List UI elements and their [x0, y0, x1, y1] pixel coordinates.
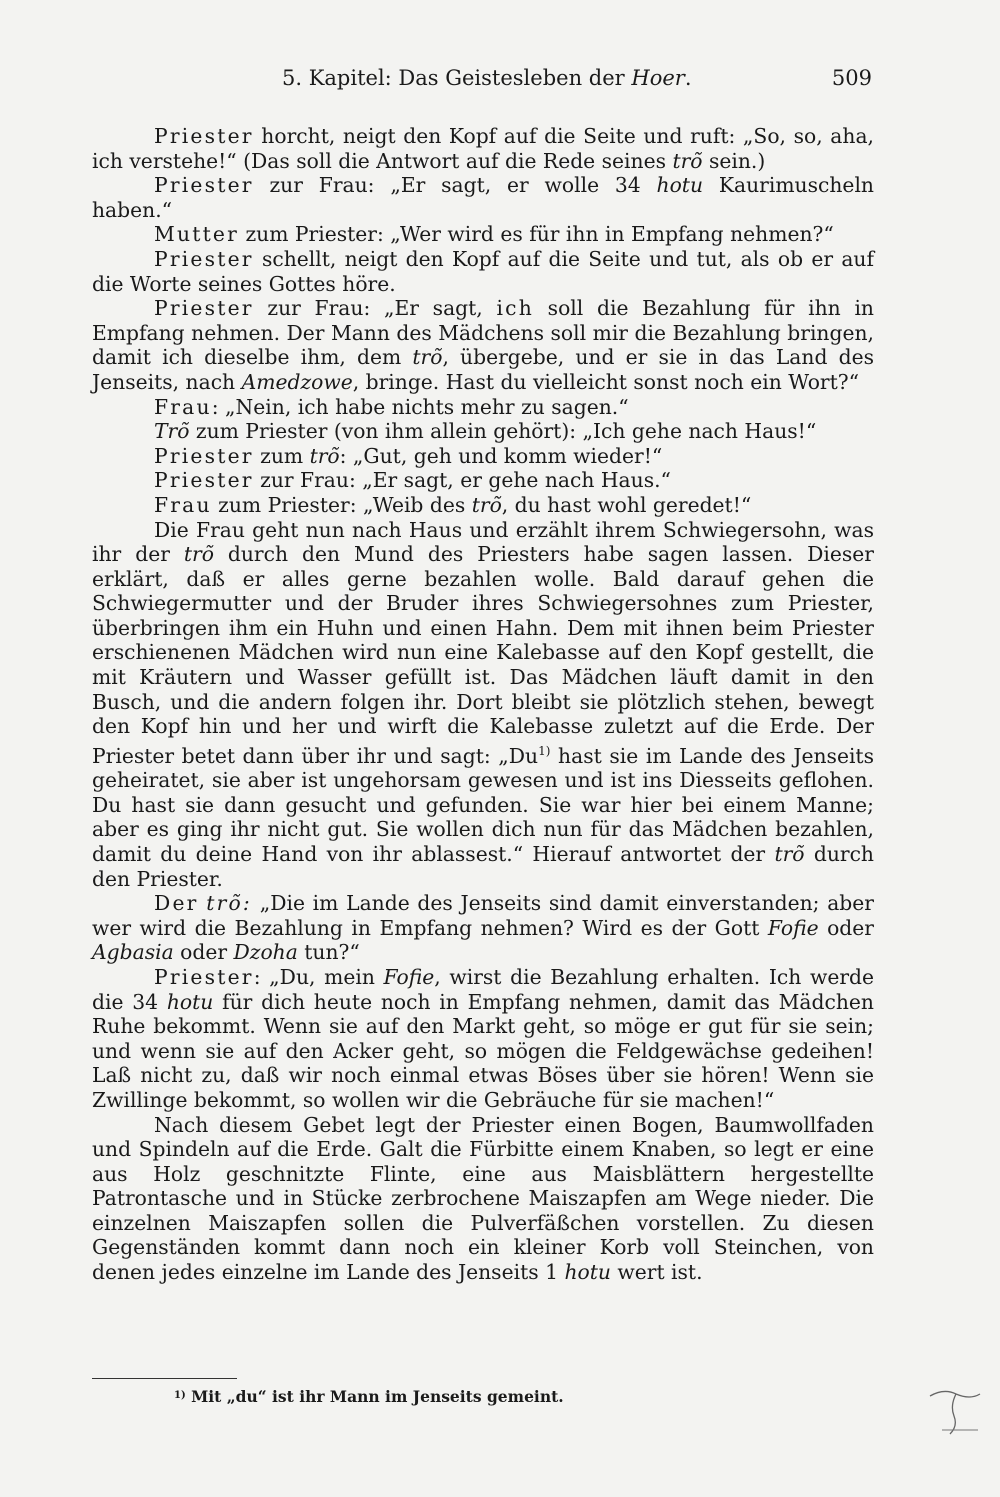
- text-run: zum Priester (von ihm allein gehört): „Ich gehe nach Haus!“: [189, 419, 817, 444]
- emphasis-run: trõ:: [206, 891, 252, 916]
- text-run: : „Nein, ich habe nichts mehr zu sagen.“: [211, 394, 629, 419]
- paragraph: [92, 1113, 874, 1285]
- paragraph: [92, 444, 874, 469]
- text-run: , wirst die Bezahlung erhalten. Ich werde die 34: [92, 964, 874, 1014]
- text-run: zur Frau: „Er sagt,: [253, 296, 497, 321]
- text-run: für dich heute noch in Empfang nehmen, damit das Mädchen Ruhe bekommt. Wenn sie auf den Markt geht, so möge er gut für sie sein; und wenn sie auf den Acker geht, so mögen die Feldgewächse gedeihen! Laß nicht zu, daß wir noch einmal etwas Böses über sie hören! Wenn sie Zwillinge bekommt, so wollen wir die Gebräuche für sie machen!“: [92, 989, 874, 1112]
- emphasis-run: Agbasia: [92, 940, 174, 965]
- paragraph: [92, 419, 874, 444]
- emphasis-run: Priester: [154, 173, 254, 198]
- text-run: zur Frau: „Er sagt, er wolle 34: [253, 173, 657, 198]
- text-run: hast sie im Lande des Jenseits geheiratet, sie aber ist ungehorsam gewesen und ist ins Diesseits geflohen. Du hast sie dann gesucht und gefunden. Sie war hier bei einem Manne; aber es ging ihr nicht gut. Sie wollen dich nun für das Mädchen bezahlen, damit du deine Hand von ihr ablassest.“ Hierauf antwortet der: [92, 743, 874, 866]
- paragraph: [92, 493, 874, 518]
- text-run: soll die Bezahlung für ihn in Empfang nehmen. Der Mann des Mädchens soll mir die Bezahlung bringen, damit ich dieselbe ihm, dem: [92, 296, 874, 370]
- text-run: oder: [818, 915, 874, 940]
- emphasis-run: Frau: [154, 492, 212, 517]
- emphasis-run: hotu: [166, 989, 214, 1014]
- text-run: „Die im Lande des Jenseits sind damit einverstanden; aber wer wird die Bezahlung in Empfang nehmen? Wird es der Gott: [92, 891, 874, 940]
- paragraph: [92, 222, 874, 247]
- paragraph: [92, 296, 874, 394]
- text-run: oder: [173, 940, 234, 965]
- text-run: durch den Mund des Priesters habe sagen lassen. Dieser erklärt, daß er alles gerne bezahlen wolle. Bald darauf gehen die Schwiegermutter und der Bruder ihres Schwiegersohnes zum Priester, überbringen ihm ein Huhn und einen Hahn. Dem mit ihnen beim Priester erschienenen Mädchen wird nun eine Kalebasse auf den Kopf gestellt, die mit Kräutern und Wasser gefüllt ist. Das Mädchen läuft damit in den Busch, und die andern folgen ihr. Dort bleibt sie plötzlich stehen, bewegt den Kopf hin und her und wirft die Kalebasse zuletzt auf die Erde. Der Priester betet dann über ihr und sagt: „Du: [92, 542, 874, 768]
- emphasis-run: Mutter: [154, 222, 240, 247]
- text-run: zum: [253, 443, 310, 468]
- text-run: Die Frau geht nun nach Haus und erzählt ihrem Schwiegersohn, was ihr der: [92, 517, 874, 567]
- emphasis-run: Fofie: [767, 915, 819, 940]
- page-number: 509: [831, 66, 872, 90]
- emphasis-run: hotu: [656, 173, 704, 198]
- paragraph: [92, 468, 874, 493]
- paragraph: [92, 173, 874, 222]
- text-run: , übergebe, und er sie in das Land des Jenseits, nach: [92, 345, 874, 394]
- emphasis-run: Priester: [154, 964, 254, 989]
- emphasis-run: Amedzowe: [241, 369, 353, 394]
- text-run: : „Gut, geh und komm wieder!“: [339, 443, 663, 468]
- paragraph: [92, 124, 874, 173]
- emphasis-run: ich: [496, 296, 534, 321]
- footnote-text: Mit „du“ ist ihr Mann im Jenseits gemeint.: [185, 1387, 564, 1406]
- footnote: [174, 1387, 564, 1406]
- paragraph: [92, 965, 874, 1113]
- emphasis-run: trõ: [183, 542, 214, 567]
- text-run: durch den Priester.: [92, 841, 874, 891]
- paragraph: [92, 247, 874, 296]
- emphasis-run: Priester: [154, 246, 254, 271]
- paragraph: [92, 395, 874, 420]
- text-run: , bringe. Hast du vielleicht sonst noch ein Wort?“: [352, 369, 859, 394]
- emphasis-run: Priester: [154, 468, 254, 493]
- title-suffix: .: [684, 66, 692, 90]
- body-text: [92, 124, 874, 1285]
- emphasis-run: trõ: [309, 443, 340, 468]
- emphasis-run: Fofie: [383, 964, 435, 989]
- emphasis-run: Frau: [154, 394, 212, 419]
- text-run: Kaurimuscheln haben.“: [92, 173, 874, 222]
- footnote-ref: 1): [538, 743, 551, 758]
- emphasis-run: trõ: [412, 345, 443, 370]
- emphasis-run: Priester: [154, 296, 254, 321]
- footnote-divider: [92, 1378, 237, 1379]
- text-run: zum Priester: „Wer wird es für ihn in Empfang nehmen?“: [239, 222, 834, 247]
- margin-pencil-mark: [926, 1382, 984, 1440]
- chapter-title: [282, 66, 692, 90]
- text-run: : „Du, mein: [253, 964, 384, 989]
- emphasis-run: Dzoha: [233, 940, 298, 965]
- text-run: Nach diesem Gebet legt der Priester einen Bogen, Baumwollfaden und Spindeln auf die Erde. Galt die Fürbitte einem Knaben, so legt er eine aus Holz geschnitzte Flinte, eine aus Maisblättern hergestellte Patrontasche und in Stücke zerbrochene Maiszapfen am Wege nieder. Die einzelnen Maiszapfen sollen die Pulverfäßchen vorstellen. Zu diesen Gegenständen kommt dann noch ein kleiner Korb voll Steinchen, von denen jedes einzelne im Lande des Jenseits 1: [92, 1112, 874, 1285]
- emphasis-run: hotu: [564, 1260, 611, 1285]
- text-run: horcht, neigt den Kopf auf die Seite und ruft: „So, so, aha, ich verstehe!“ (Das soll die Antwort auf die Rede seines: [92, 124, 874, 173]
- emphasis-run: Priester: [154, 443, 254, 468]
- text-run: sein.): [702, 148, 766, 173]
- title-prefix: 5. Kapitel: Das Geistesleben der: [282, 66, 632, 90]
- emphasis-run: Der: [154, 891, 199, 916]
- paragraph: [92, 891, 874, 965]
- title-italic: Hoer: [631, 66, 685, 90]
- emphasis-run: Priester: [154, 124, 254, 148]
- text-run: wert ist.: [610, 1260, 703, 1285]
- paragraph: [92, 518, 874, 892]
- emphasis-run: trõ: [471, 492, 502, 517]
- emphasis-run: trõ: [672, 148, 703, 173]
- text-run: zum Priester: „Weib des: [211, 492, 472, 517]
- text-run: tun?“: [297, 940, 360, 965]
- text-run: , du hast wohl geredet!“: [501, 492, 752, 517]
- emphasis-run: Trõ: [154, 419, 190, 444]
- footnote-marker: 1): [174, 1390, 186, 1401]
- emphasis-run: trõ: [774, 841, 805, 866]
- running-header: [92, 66, 874, 100]
- text-run: zur Frau: „Er sagt, er gehe nach Haus.“: [253, 468, 671, 493]
- text-run: schellt, neigt den Kopf auf die Seite und tut, als ob er auf die Worte seines Gottes höre.: [92, 246, 874, 296]
